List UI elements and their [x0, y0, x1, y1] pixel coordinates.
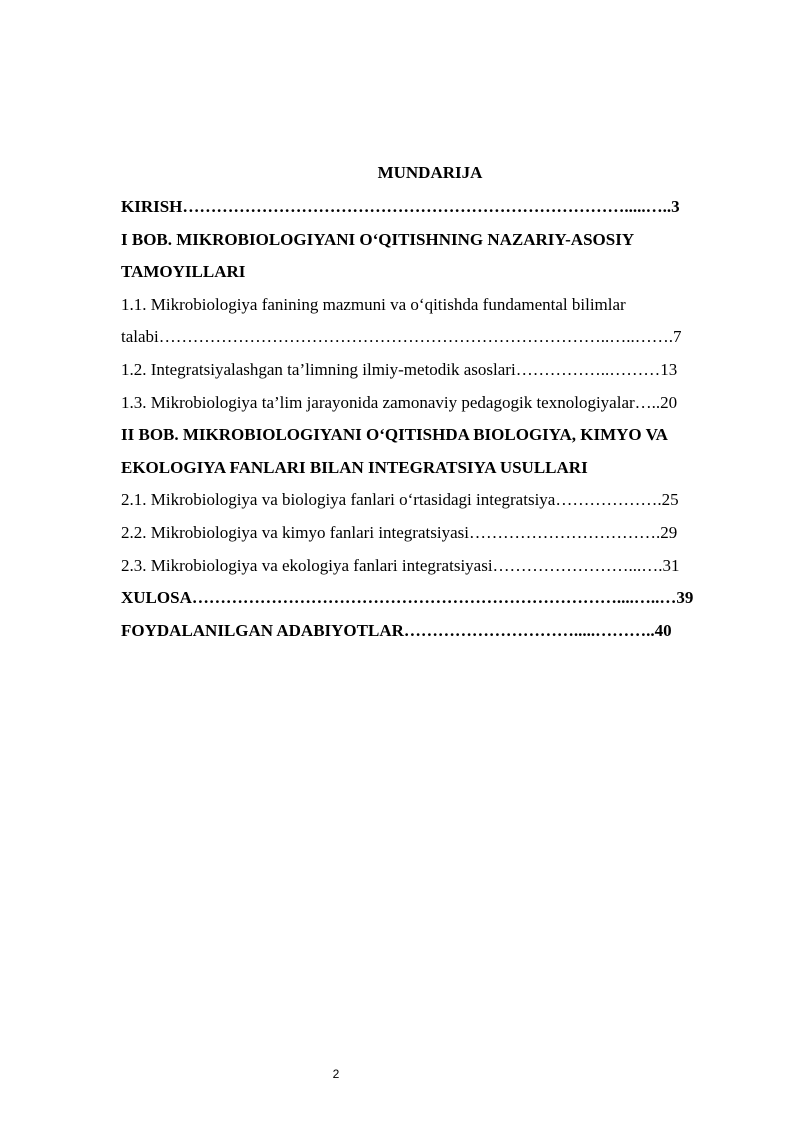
table-of-contents	[121, 191, 741, 647]
toc-entry-1-1: 1.1. Mikrobiologiya fanining mazmuni va o‘qitishda fundamental bilimlar	[121, 294, 626, 314]
toc-entry-1-1-cont: talabi……………………………………………………………………..…..…….7	[121, 327, 682, 347]
toc-chapter-2-heading: II BOB. MIKROBIOLOGIYANI O‘QITISHDA BIOLOGIYA, KIMYO VA	[121, 425, 668, 445]
toc-chapter-1-heading-cont: TAMOYILLARI	[121, 262, 246, 282]
toc-entry-1-3: 1.3. Mikrobiologiya ta’lim jarayonida zamonaviy pedagogik texnologiyalar…..20	[121, 392, 678, 412]
toc-chapter-1-heading: I BOB. MIKROBIOLOGIYANI O‘QITISHNING NAZARIY-ASOSIY	[121, 229, 635, 249]
toc-entry-kirish: KIRISH…………………………………………………………………….....…..3	[121, 197, 680, 216]
toc-chapter-2-heading-cont: EKOLOGIYA FANLARI BILAN INTEGRATSIYA USULLARI	[121, 457, 588, 477]
toc-entry-adabiyotlar: FOYDALANILGAN ADABIYOTLAR………………………….....………..40	[121, 620, 672, 640]
toc-entry-2-2: 2.2. Mikrobiologiya va kimyo fanlari integratsiyasi…………………………….29	[121, 522, 678, 542]
page-title: MUNDARIJA	[377, 163, 483, 182]
toc-entry-1-2: 1.2. Integratsiyalashgan ta’limning ilmiy-metodik asoslari……………..………13	[121, 359, 678, 379]
toc-entry-2-3: 2.3. Mikrobiologiya va ekologiya fanlari integratsiyasi……………………...….31	[121, 555, 680, 575]
page-number: 2	[332, 1067, 340, 1081]
toc-entry-xulosa: XULOSA…………………………………………………………………....…..…39	[121, 588, 694, 608]
toc-entry-2-1: 2.1. Mikrobiologiya va biologiya fanlari o‘rtasidagi integratsiya……………….25	[121, 490, 679, 510]
